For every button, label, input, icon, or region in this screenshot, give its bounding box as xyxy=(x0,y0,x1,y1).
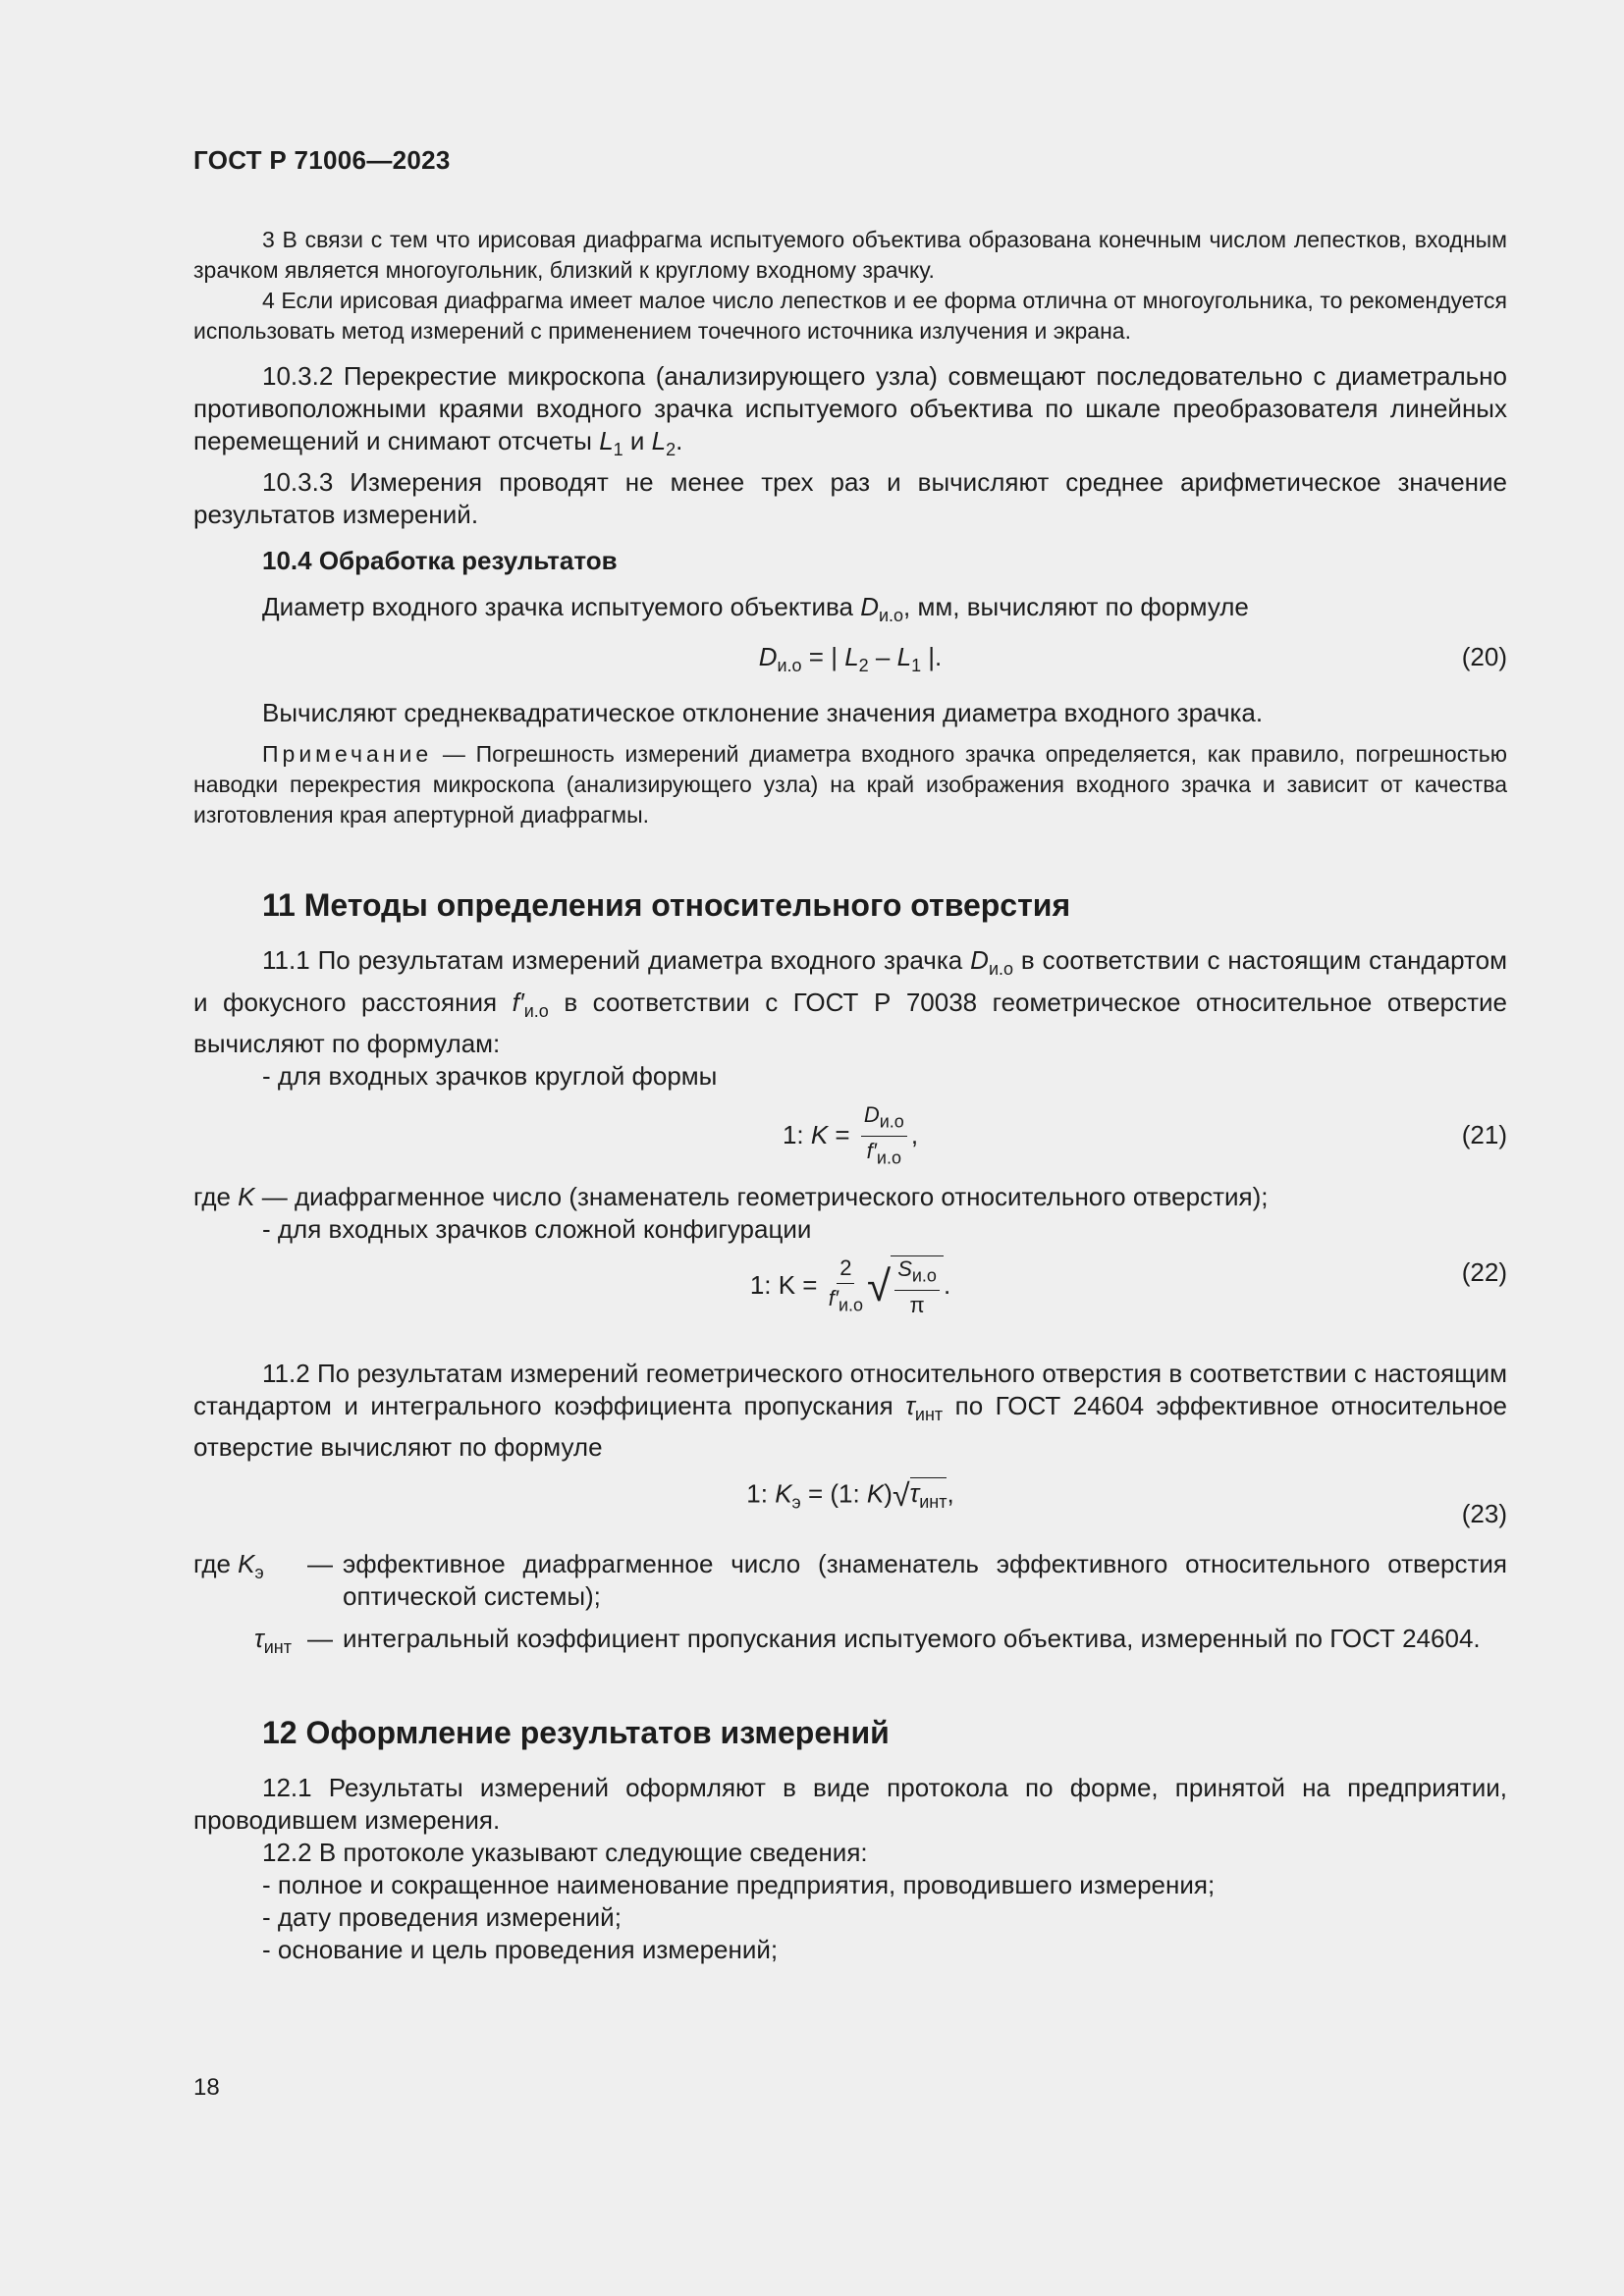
formula-number: (23) xyxy=(1461,1498,1507,1528)
section-heading-11: 11 Методы определения относительного отверстия xyxy=(262,887,1071,924)
formula-22: 1: K = $\frac{2}{f'_{и.о}}$ √ $\frac{S_{и.о}}{\pi}$ . (22) xyxy=(749,1255,1507,1318)
note-10-4: Примечание — Погрешность измерений диаметра входного зрачка определяется, как правило, погрешностью наводки перекрестия микроскопа (анализирующего узла) на край изображения входного зрачка и зависит от качества изготовления края апертурной диафрагмы. xyxy=(193,741,1507,828)
document-page xyxy=(193,145,1507,1966)
note-4: 4 Если ирисовая диафрагма имеет малое число лепестков и ее форма отлична от многоугольника, то рекомендуется использовать метод измерений с применением точечного источника излучения и экрана. xyxy=(193,288,1507,344)
paragraph-10-4-b: Вычисляют среднеквадратическое отклонение значения диаметра входного зрачка. xyxy=(262,698,1264,728)
list-item: - для входных зрачков сложной конфигурации xyxy=(262,1213,812,1244)
list-item: - основание и цель проведения измерений; xyxy=(262,1935,779,1965)
paragraph-10-3-3: 10.3.3 Измерения проводят не менее трех раз и вычисляют среднее арифметическое значение результатов измерений. xyxy=(193,467,1507,530)
square-root: √ $\frac{S_{и.о}}{\pi}$ xyxy=(867,1255,944,1318)
definition-row: где $K_э$ — эффективное диафрагменное число (знаменатель эффективного относительного отверстия оптической системы); xyxy=(193,1548,1507,1611)
formula-23: 1: $K_э = (1$: $K)√\tau_{инт}$, (23) xyxy=(746,1476,1507,1528)
note-3: 3 В связи с тем что ирисовая диафрагма испытуемого объектива образована конечным числом лепестков, входным зрачком является многоугольник, близкий к круглому входному зрачку. xyxy=(193,227,1507,283)
where-definitions xyxy=(193,1548,1507,1674)
section-heading-12: 12 Оформление результатов измерений xyxy=(262,1715,890,1751)
paragraph-10-4-a: Диаметр входного зрачка испытуемого объектива $D_{и.о}$, мм, вычисляют по формуле xyxy=(262,592,1249,626)
paragraph-10-3-2: 10.3.2 Перекрестие микроскопа (анализирующего узла) совмещают последовательно с диаметрально противоположными краями входного зрачка испытуемого объектива по шкале преобразователя линейных перемещений и снимают отсчеты $L_1$ и $L_2$. xyxy=(193,361,1507,460)
paragraph-11-1: 11.1 По результатам измерений диаметра входного зрачка $D_{и.о}$ в соответствии с настоящим стандартом и фокусного расстояния $f'_{и.о}$ в соответствии с ГОСТ Р 70038 геометрическое относительное отверстие вычисляют по формулам: xyxy=(193,945,1507,1058)
square-root: $√\tau_{инт}$ xyxy=(892,1476,947,1513)
definition-row: $\tau_{инт}$ — интегральный коэффициент пропускания испытуемого объектива, измеренный по ГОСТ 24604. xyxy=(254,1623,1481,1658)
formula-number: (21) xyxy=(1461,1119,1507,1149)
formula-21: 1: K = $\frac{D_{и.о}}{f'_{и.о}}$ , (21) xyxy=(782,1101,1507,1168)
paragraph-12-2: 12.2 В протоколе указывают следующие сведения: xyxy=(262,1838,868,1868)
section-heading-10-4: 10.4 Обработка результатов xyxy=(262,546,618,576)
list-item: - для входных зрачков круглой формы xyxy=(262,1060,718,1091)
formula-number: (22) xyxy=(1461,1256,1507,1287)
where-k-definition: где K — диафрагменное число (знаменатель геометрического относительного отверстия); xyxy=(193,1181,1269,1211)
paragraph-11-2: 11.2 По результатам измерений геометрического относительного отверстия в соответствии с настоящим стандартом и интегрального коэффициента пропускания $\tau_{инт}$ по ГОСТ 24604 эффективное относительное отверстие вычисляют по формуле xyxy=(193,1358,1508,1462)
list-item: - полное и сокращенное наименование предприятия, проводившего измерения; xyxy=(262,1870,1216,1900)
list-item: - дату проведения измерений; xyxy=(262,1902,622,1933)
paragraph-12-1: 12.1 Результаты измерений оформляют в виде протокола по форме, принятой на предприятии, проводившем измерения. xyxy=(193,1773,1507,1836)
formula-20: $D_{и.о}$ = | $L_2 - L_1$ |. (20) xyxy=(758,642,1507,676)
page-number: 18 xyxy=(193,2074,220,2101)
document-header: ГОСТ Р 71006—2023 xyxy=(193,145,451,175)
formula-number: (20) xyxy=(1461,642,1507,672)
